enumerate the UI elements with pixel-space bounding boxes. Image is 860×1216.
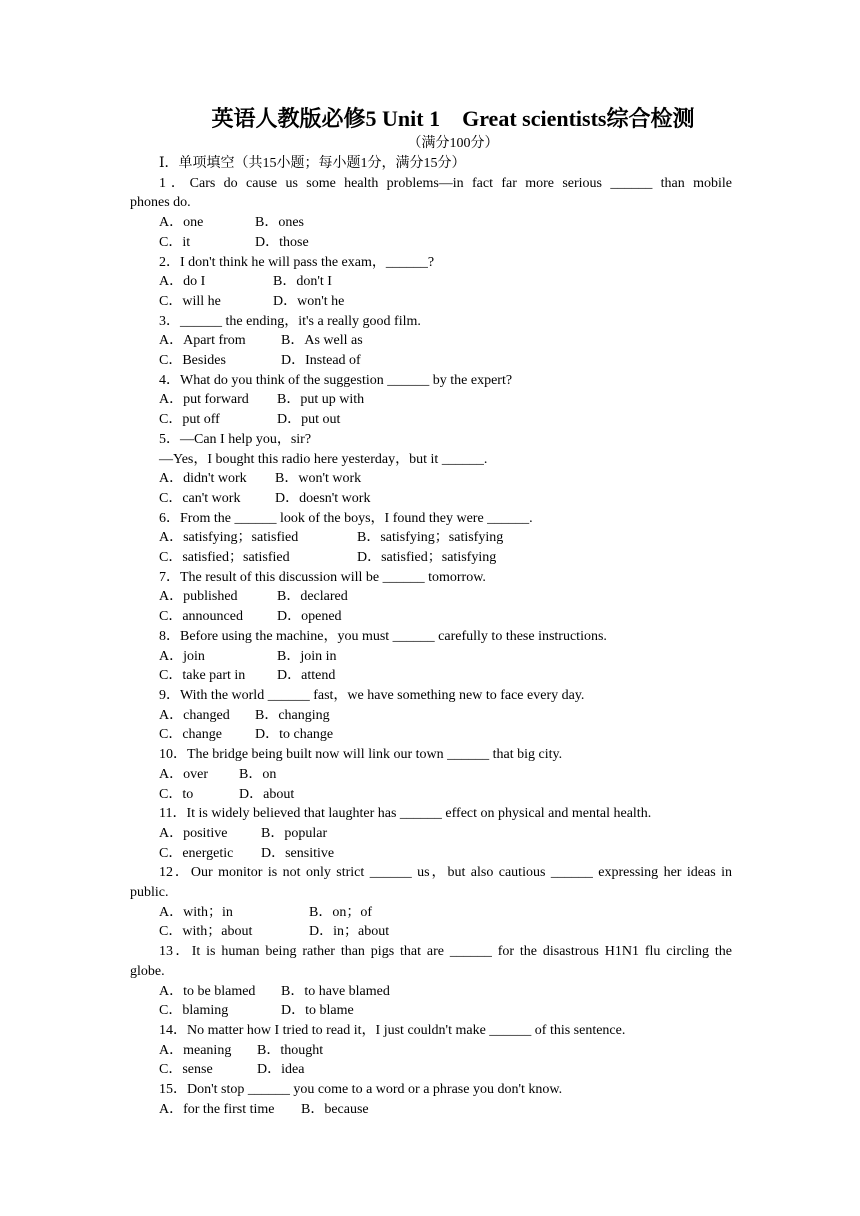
answer-option: A．with；in xyxy=(159,904,233,920)
answer-option: B．ones xyxy=(255,215,304,231)
question-stem: 11．It is widely believed that laughter has ______ effect on physical and mental health. xyxy=(159,806,652,822)
question-stem: 9．With the world ______ fast，we have something new to face every day. xyxy=(159,687,585,703)
answer-option: A．do I xyxy=(159,274,206,290)
option-row xyxy=(130,844,732,864)
answer-option: C．satisfied；satisfied xyxy=(159,550,290,566)
answer-option: B．satisfying；satisfying xyxy=(357,530,504,546)
answer-option: B．popular xyxy=(261,825,328,841)
option-row xyxy=(130,785,732,805)
option-row xyxy=(130,1001,732,1021)
answer-option: C．to xyxy=(159,786,194,802)
option-row xyxy=(130,548,732,568)
answer-option: D．to change xyxy=(255,727,334,743)
answer-option: B．As well as xyxy=(281,333,363,349)
question-stem: 1．Cars do cause us some health problems—in fact far more serious ______ than mobile xyxy=(159,175,732,191)
option-row xyxy=(130,982,732,1002)
option-row xyxy=(130,469,732,489)
answer-option: A．satisfying；satisfied xyxy=(159,530,299,546)
answer-option: D．in；about xyxy=(309,924,390,940)
answer-option: D．opened xyxy=(277,609,342,625)
option-row xyxy=(130,725,732,745)
option-row xyxy=(130,922,732,942)
answer-option: C．Besides xyxy=(159,353,226,369)
option-row xyxy=(130,213,732,233)
question-stem-continued: phones do. xyxy=(130,195,191,211)
question-stem: 2．I don't think he will pass the exam，______? xyxy=(159,254,435,270)
answer-option: A．one xyxy=(159,215,204,231)
question-9 xyxy=(130,686,732,745)
question-stem: 8．Before using the machine，you must ______ carefully to these instructions. xyxy=(159,628,607,644)
answer-option: C．it xyxy=(159,234,191,250)
answer-option: B．put up with xyxy=(277,392,365,408)
answer-option: A．join xyxy=(159,648,205,664)
answer-option: C．with；about xyxy=(159,924,253,940)
option-row xyxy=(130,528,732,548)
question-12 xyxy=(130,863,732,942)
answer-option: C．blaming xyxy=(159,1003,229,1019)
question-5 xyxy=(130,430,732,509)
question-stem-continued: globe. xyxy=(130,963,165,979)
option-row xyxy=(130,1041,732,1061)
answer-option: D．sensitive xyxy=(261,845,335,861)
question-stem-continued: public. xyxy=(130,885,169,901)
answer-option: D．won't he xyxy=(273,293,345,309)
question-stem: 10．The bridge being built now will link our town ______ that big city. xyxy=(159,747,563,763)
answer-option: C．take part in xyxy=(159,668,246,684)
answer-option: D．to blame xyxy=(281,1003,354,1019)
answer-option: C．change xyxy=(159,727,222,743)
option-row xyxy=(130,1100,732,1120)
option-row xyxy=(130,824,732,844)
answer-option: A．put forward xyxy=(159,392,249,408)
answer-option: A．changed xyxy=(159,707,230,723)
question-14 xyxy=(130,1021,732,1080)
question-dialogue-line: —Yes，I bought this radio here yesterday，but it ______. xyxy=(159,451,488,467)
answer-option: C．sense xyxy=(159,1062,213,1078)
question-stem: 5．—Can I help you，sir? xyxy=(159,431,312,447)
answer-option: C．put off xyxy=(159,412,220,428)
question-1 xyxy=(130,174,732,253)
answer-option: C．can't work xyxy=(159,490,241,506)
answer-option: D．doesn't work xyxy=(275,490,371,506)
option-row xyxy=(130,587,732,607)
answer-option: C．energetic xyxy=(159,845,234,861)
answer-option: A．didn't work xyxy=(159,471,247,487)
answer-option: D．put out xyxy=(277,412,341,428)
question-stem: 7．The result of this discussion will be ______ tomorrow. xyxy=(159,569,486,585)
answer-option: A．positive xyxy=(159,825,228,841)
answer-option: D．idea xyxy=(257,1062,305,1078)
answer-option: B．join in xyxy=(277,648,337,664)
answer-option: A．for the first time xyxy=(159,1101,275,1117)
answer-option: D．Instead of xyxy=(281,353,361,369)
option-row xyxy=(130,765,732,785)
option-row xyxy=(130,410,732,430)
answer-option: A．to be blamed xyxy=(159,983,256,999)
answer-option: A．over xyxy=(159,766,208,782)
option-row xyxy=(130,607,732,627)
option-row xyxy=(130,706,732,726)
answer-option: B．don't I xyxy=(273,274,332,290)
answer-option: B．won't work xyxy=(275,471,362,487)
question-stem: 15．Don't stop ______ you come to a word or a phrase you don't know. xyxy=(159,1082,563,1098)
question-stem: 14．No matter how I tried to read it，I just couldn't make ______ of this sentence. xyxy=(159,1022,626,1038)
question-2 xyxy=(130,253,732,312)
question-stem: 3．______ the ending，it's a really good film. xyxy=(159,313,421,329)
answer-option: B．declared xyxy=(277,589,348,605)
option-row xyxy=(130,390,732,410)
page-title: 英语人教版必修5 Unit 1 Great scientists综合检测 xyxy=(211,106,695,131)
question-4 xyxy=(130,371,732,430)
option-row xyxy=(130,666,732,686)
option-row xyxy=(130,292,732,312)
answer-option: B．to have blamed xyxy=(281,983,390,999)
answer-option: D．those xyxy=(255,234,309,250)
question-13 xyxy=(130,942,732,1021)
page-subtitle: （满分100分） xyxy=(407,136,499,151)
answer-option: B．because xyxy=(301,1101,369,1117)
question-7 xyxy=(130,568,732,627)
answer-option: D．attend xyxy=(277,668,336,684)
option-row xyxy=(130,331,732,351)
answer-option: D．about xyxy=(239,786,295,802)
option-row xyxy=(130,489,732,509)
answer-option: C．will he xyxy=(159,293,221,309)
answer-option: B．changing xyxy=(255,707,330,723)
section-heading: Ⅰ．单项填空（共15小题；每小题1分，满分15分） xyxy=(159,156,466,171)
option-row xyxy=(130,351,732,371)
question-6 xyxy=(130,509,732,568)
answer-option: A．published xyxy=(159,589,238,605)
answer-option: A．Apart from xyxy=(159,333,246,349)
question-stem: 6．From the ______ look of the boys，I found they were ______. xyxy=(159,510,533,526)
question-stem: 12．Our monitor is not only strict ______ us，but also cautious ______ expressing her ideas in xyxy=(159,865,732,881)
question-8 xyxy=(130,627,732,686)
question-10 xyxy=(130,745,732,804)
answer-option: B．on xyxy=(239,766,277,782)
answer-option: D．satisfied；satisfying xyxy=(357,550,497,566)
question-11 xyxy=(130,804,732,863)
question-3 xyxy=(130,312,732,371)
question-stem: 4．What do you think of the suggestion ______ by the expert? xyxy=(159,372,513,388)
option-row xyxy=(130,272,732,292)
question-15 xyxy=(130,1080,732,1119)
answer-option: B．thought xyxy=(257,1042,324,1058)
option-row xyxy=(130,903,732,923)
option-row xyxy=(130,1060,732,1080)
answer-option: C．announced xyxy=(159,609,243,625)
option-row xyxy=(130,233,732,253)
option-row xyxy=(130,647,732,667)
question-body xyxy=(130,154,732,1119)
answer-option: A．meaning xyxy=(159,1042,232,1058)
question-stem: 13．It is human being rather than pigs that are ______ for the disastrous H1N1 flu circling the xyxy=(159,944,732,960)
answer-option: B．on；of xyxy=(309,904,372,920)
